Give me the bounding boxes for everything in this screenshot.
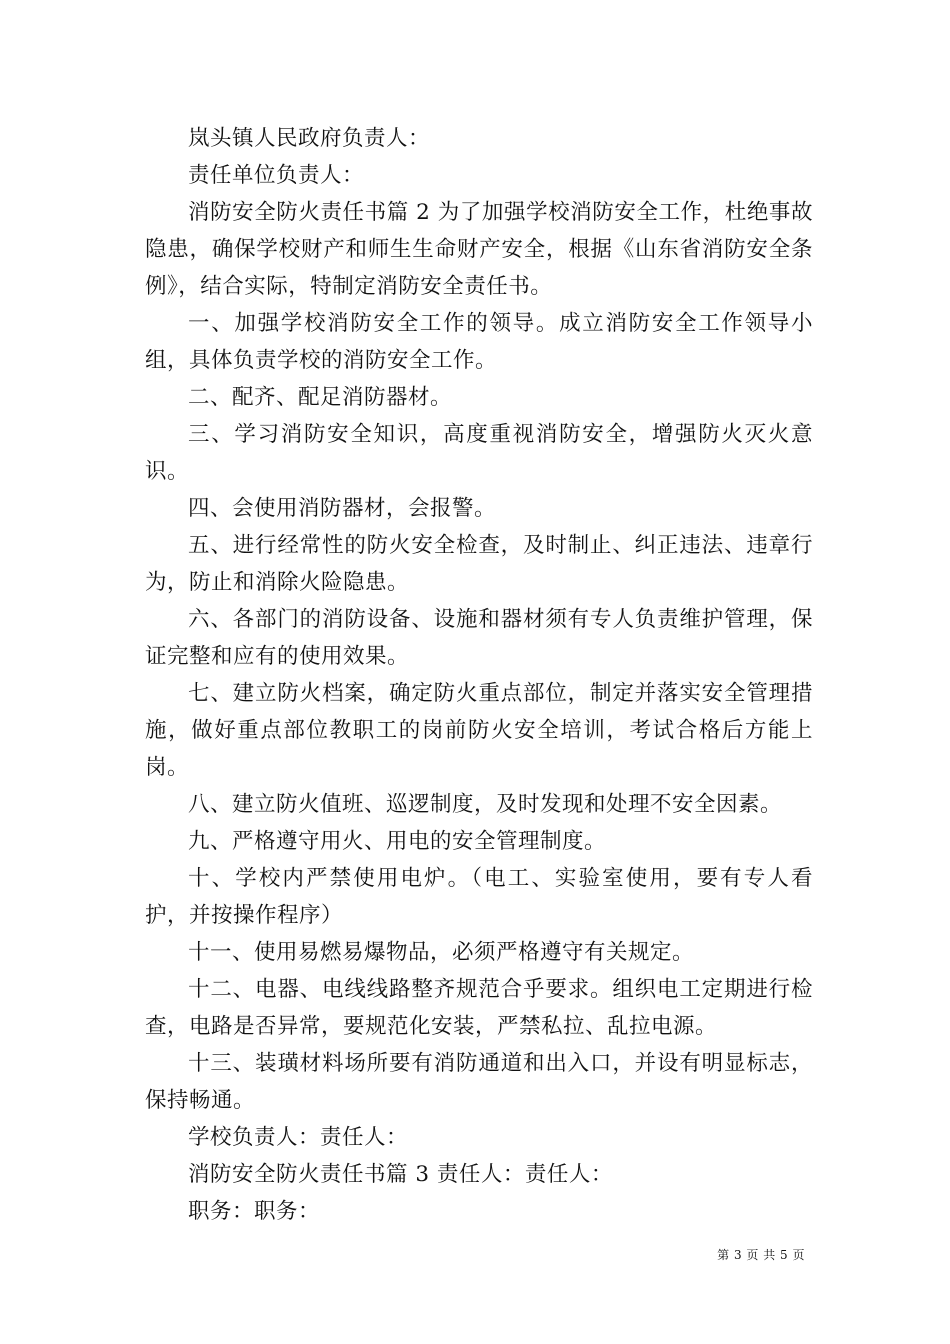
paragraph: 职务：职务： bbox=[188, 1199, 321, 1224]
paragraph: 三、学习消防安全知识，高度重视消防安全，增强防火灭火意识。 bbox=[145, 422, 813, 484]
paragraph: 一、加强学校消防安全工作的领导。成立消防安全工作领导小组，具体负责学校的消防安全工作。 bbox=[145, 311, 813, 373]
document-body bbox=[145, 120, 813, 1230]
paragraph: 责任单位负责人： bbox=[188, 163, 365, 188]
paragraph: 学校负责人：责任人： bbox=[188, 1125, 409, 1150]
paragraph: 五、进行经常性的防火安全检查，及时制止、纠正违法、违章行为，防止和消除火险隐患。 bbox=[145, 533, 813, 595]
paragraph: 消防安全防火责任书篇 3 责任人：责任人： bbox=[188, 1162, 613, 1187]
paragraph: 十二、电器、电线线路整齐规范合乎要求。组织电工定期进行检查，电路是否异常，要规范化安装，严禁私拉、乱拉电源。 bbox=[145, 977, 813, 1039]
page-number: 第 3 页 共 5 页 bbox=[717, 1248, 805, 1262]
paragraph: 七、建立防火档案，确定防火重点部位，制定并落实安全管理措施，做好重点部位教职工的岗前防火安全培训，考试合格后方能上岗。 bbox=[145, 681, 813, 780]
paragraph: 八、建立防火值班、巡逻制度，及时发现和处理不安全因素。 bbox=[188, 792, 783, 817]
paragraph: 九、严格遵守用火、用电的安全管理制度。 bbox=[188, 829, 607, 854]
paragraph: 四、会使用消防器材，会报警。 bbox=[188, 496, 497, 521]
paragraph: 十、学校内严禁使用电炉。（电工、实验室使用，要有专人看护，并按操作程序） bbox=[145, 866, 813, 928]
paragraph: 六、各部门的消防设备、设施和器材须有专人负责维护管理，保证完整和应有的使用效果。 bbox=[145, 607, 813, 669]
paragraph: 二、配齐、配足消防器材。 bbox=[188, 385, 453, 410]
paragraph: 十一、使用易燃易爆物品，必须严格遵守有关规定。 bbox=[188, 940, 695, 965]
paragraph: 十三、装璜材料场所要有消防通道和出入口，并设有明显标志，保持畅通。 bbox=[145, 1051, 813, 1113]
paragraph: 岚头镇人民政府负责人： bbox=[188, 126, 431, 151]
paragraph: 消防安全防火责任书篇 2 为了加强学校消防安全工作，杜绝事故隐患，确保学校财产和师生生命财产安全，根据《山东省消防安全条例》，结合实际，特制定消防安全责任书。 bbox=[145, 200, 813, 299]
